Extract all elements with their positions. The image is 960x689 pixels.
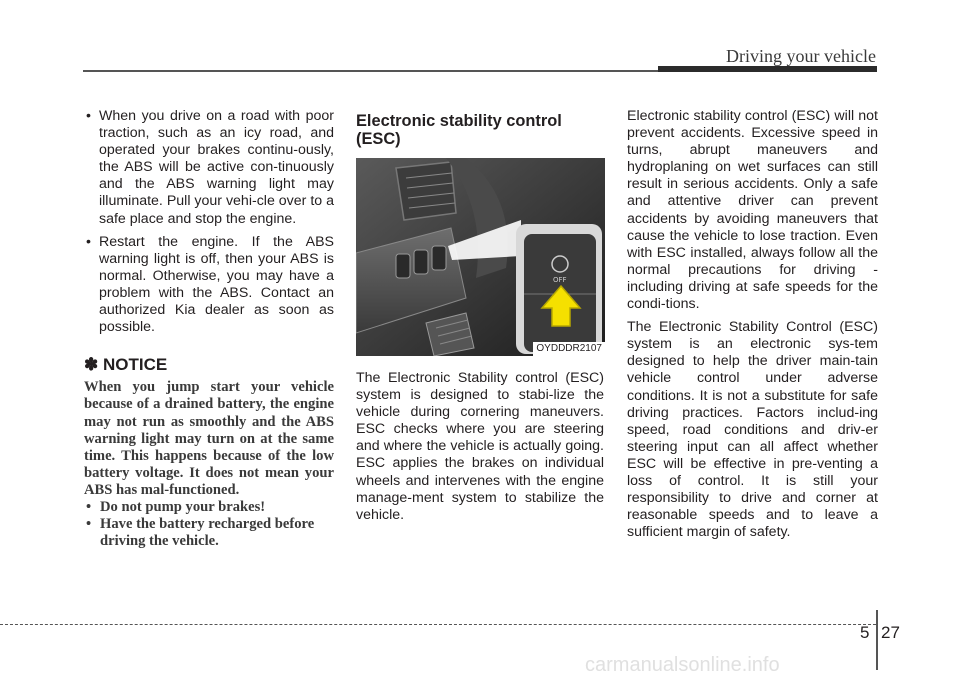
- column-right: [627, 108, 878, 547]
- abs-bullet-1: • When you drive on a road with poor traction, such as an icy road, and operated your brakes continu-ously, the ABS will be active con-tinuously and the ABS warning light may illuminate. Pull your vehi-cle over to a safe place and stop the engine.: [84, 108, 334, 228]
- notice-bullet-2: • Have the battery recharged before driving the vehicle.: [84, 516, 334, 550]
- figure-code: OYDDDR2107: [533, 342, 605, 356]
- watermark: carmanualsonline.info: [585, 654, 780, 676]
- svg-text:OFF: OFF: [553, 276, 567, 284]
- notice-title: ✽ NOTICE: [84, 355, 168, 375]
- chapter-number: 5: [860, 623, 870, 642]
- esc-warning-paragraph: Electronic stability control (ESC) will not prevent accidents. Excessive speed in turns, abrupt maneuvers and hydroplaning on wet surfaces can still result in serious accidents. Only a safe and attentive driver can prevent accidents by avoiding maneuvers that cause the vehicle to lose traction. Even with ESC installed, always follow all the normal precautions for driving - including driving at safe speeds for the condi-tions.: [627, 108, 878, 313]
- header-tab: [658, 66, 877, 72]
- column-left: [84, 108, 334, 550]
- esc-illustration: [356, 158, 605, 356]
- esc-switch-figure: [356, 158, 605, 356]
- esc-intro-paragraph: The Electronic Stability control (ESC) system is designed to stabi-lize the vehicle during cornering maneuvers. ESC checks where you are steering and where the vehicle is actually going. ESC applies the brakes on individual wheels and intervenes with the engine manage-ment system to stabilize the vehicle.: [356, 370, 604, 523]
- esc-description-paragraph: The Electronic Stability Control (ESC) system is an electronic sys-tem designed to help the driver main-tain vehicle control under adverse conditions. It is not a substitute for safe driving practices. Factors includ-ing speed, road conditions and driv-er steering input can all affect whether ESC will be effective in pre-venting a loss of control. It is still your responsibility to drive and corner at reasonable speeds and to leave a sufficient margin of safety.: [627, 319, 878, 541]
- column-middle: [356, 108, 604, 530]
- footer-rule: [0, 624, 876, 625]
- running-header: Driving your vehicle: [726, 46, 876, 66]
- notice-bullet-1: • Do not pump your brakes!: [84, 499, 334, 516]
- section-heading: Electronic stability control (ESC): [356, 112, 562, 148]
- abs-bullet-2: • Restart the engine. If the ABS warning light is off, then your ABS is normal. Otherwise, you may have a problem with the ABS. Contact an authorized Kia dealer as soon as possible.: [84, 234, 334, 337]
- page-number-divider: [876, 610, 878, 670]
- page-number: 27: [881, 623, 900, 642]
- notice-body: When you jump start your vehicle because of a drained battery, the engine may not run as smoothly and the ABS warning light may turn on at the same time. This happens because of the low battery voltage. It does not mean your ABS has mal-functioned.: [84, 379, 334, 498]
